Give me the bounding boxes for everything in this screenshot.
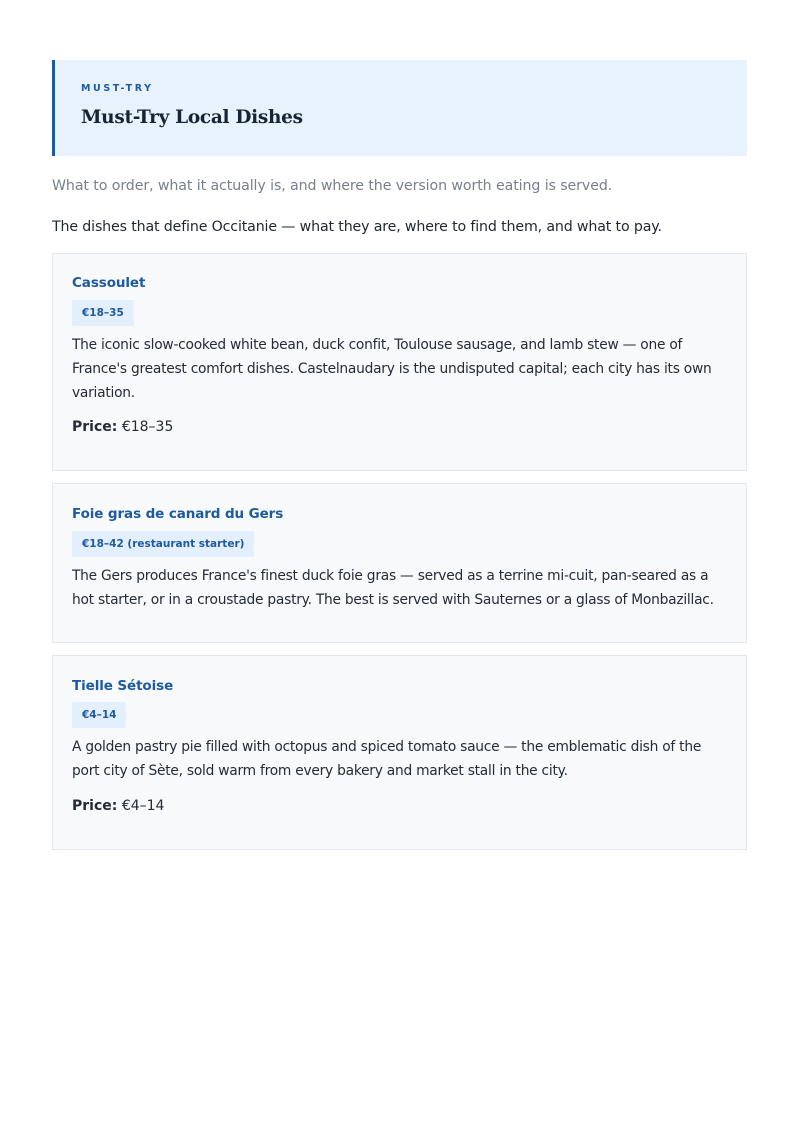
dish-name: Tielle Sétoise <box>72 678 174 694</box>
section-intro: The dishes that define Occitanie — what they are, where to find them, and what to pay. <box>52 219 662 235</box>
section-header <box>52 60 747 156</box>
price-value: €4–14 <box>121 798 165 814</box>
dish-description: The iconic slow-cooked white bean, duck confit, Toulouse sausage, and lamb stew — one of France's greatest comfort dishes. Castelnaudary is the undisputed capital; each city has its own variation. <box>72 337 712 401</box>
price-value: €18–35 <box>121 419 174 435</box>
section-subtitle: What to order, what it actually is, and where the version worth eating is served. <box>52 178 613 194</box>
price-label: Price: <box>72 419 118 435</box>
dish-name: Cassoulet <box>72 275 146 291</box>
price-line <box>72 419 173 435</box>
price-badge: €18–42 (restaurant starter) <box>72 531 254 557</box>
price-label: Price: <box>72 798 118 814</box>
dish-description: The Gers produces France's finest duck foie gras — served as a terrine mi-cuit, pan-seared as a hot starter, or in a croustade pastry. The best is served with Sauternes or a glass of Monbazillac. <box>72 568 714 608</box>
dish-card-tielle-setoise <box>52 655 747 850</box>
section-title: Must-Try Local Dishes <box>81 107 303 128</box>
dish-card-cassoulet <box>52 253 747 471</box>
dish-description: A golden pastry pie filled with octopus and spiced tomato sauce — the emblematic dish of the port city of Sète, sold warm from every bakery and market stall in the city. <box>72 739 702 779</box>
price-badge: €4–14 <box>72 702 126 728</box>
price-badge: €18–35 <box>72 300 134 326</box>
price-line <box>72 798 164 814</box>
dish-card-foie-gras <box>52 483 747 643</box>
dish-name: Foie gras de canard du Gers <box>72 506 284 522</box>
section-eyebrow: MUST-TRY <box>81 83 154 94</box>
